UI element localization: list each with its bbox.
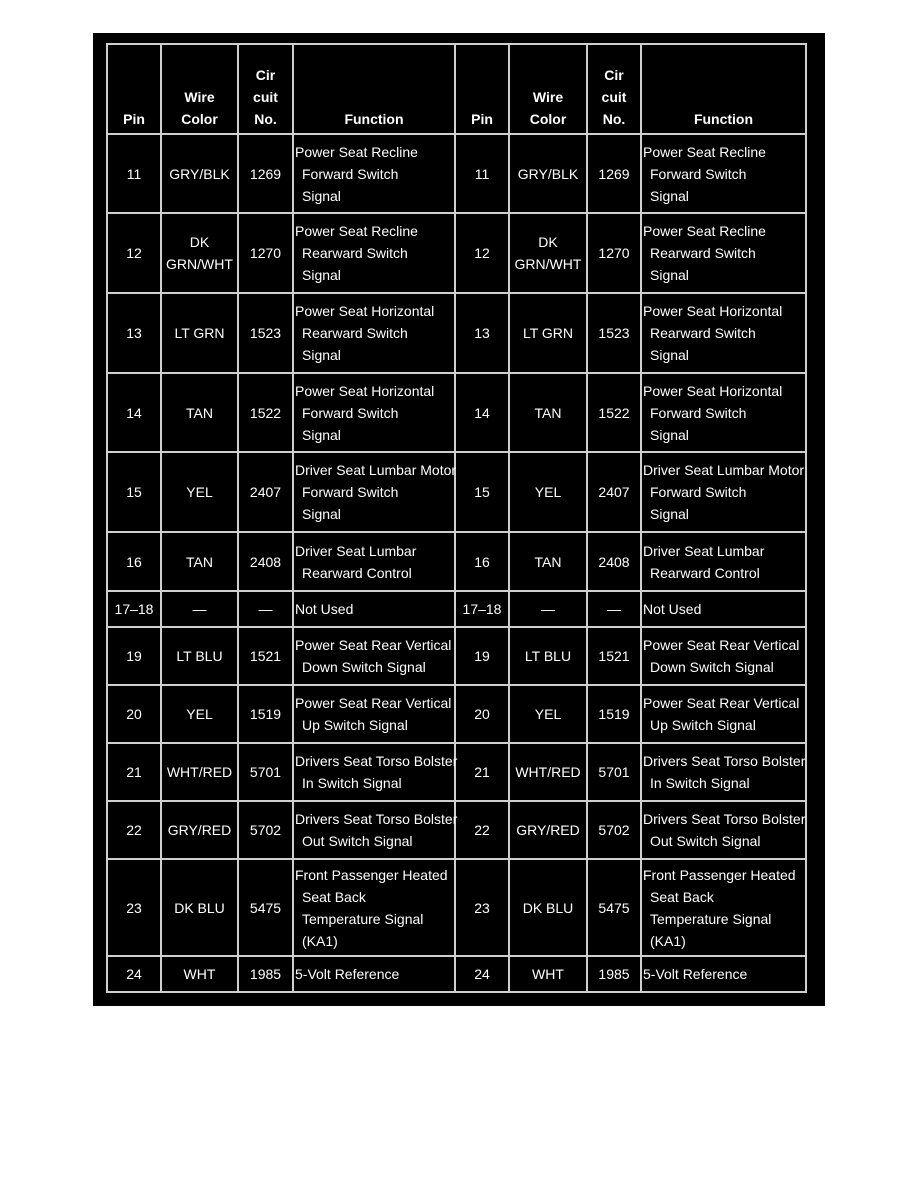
function-text: Rearward Switch	[650, 325, 756, 341]
wire-color-cell	[509, 801, 587, 859]
header-row	[107, 44, 806, 134]
pin-cell	[455, 213, 509, 293]
wire-color-cell	[161, 743, 238, 801]
wire-color-text: WHT	[532, 966, 564, 982]
wire-color-cell	[161, 213, 238, 293]
circuit-number: 5702	[598, 822, 630, 838]
function-text: Drivers Seat Torso Bolster	[643, 811, 806, 827]
pin-cell	[455, 591, 509, 627]
circuit-cell	[587, 591, 641, 627]
function-text: Power Seat Rear Vertical	[295, 695, 452, 711]
circuit-number: 1269	[598, 165, 630, 182]
wire-color-text: /WHT	[197, 256, 233, 272]
wire-color-cell	[161, 591, 238, 627]
header-pin: Pin	[455, 44, 509, 134]
header-wire-color: Wire Color	[509, 44, 587, 134]
pin-cell	[455, 627, 509, 685]
table-row	[107, 956, 806, 992]
wire-color-cell	[161, 956, 238, 992]
wire-color-text: WHT/RED	[166, 764, 233, 780]
circuit-cell	[587, 685, 641, 743]
wire-color-cell	[509, 956, 587, 992]
table-row	[107, 293, 806, 373]
function-text: Not Used	[295, 601, 354, 617]
function-text: Driver Seat Lumbar	[295, 542, 417, 559]
circuit-number: 1519	[598, 706, 630, 722]
wire-color-cell	[509, 293, 587, 373]
circuit-number: 1521	[598, 648, 630, 664]
function-text: Signal	[302, 267, 341, 283]
table-row	[107, 627, 806, 685]
table-body	[107, 134, 806, 992]
table-row	[107, 743, 806, 801]
function-text: Forward Switch	[650, 165, 747, 182]
circuit-number: —	[607, 601, 621, 617]
wire-color-text: TAN	[186, 553, 213, 570]
wire-color-cell	[509, 373, 587, 452]
circuit-cell	[238, 532, 293, 591]
function-text: Power Seat Rear Vertical	[643, 695, 800, 711]
function-cell	[293, 859, 455, 956]
circuit-number: 1269	[249, 165, 282, 182]
wire-color-text: LT BLU	[524, 648, 572, 664]
circuit-number: 5475	[249, 899, 282, 916]
circuit-number: 1270	[249, 245, 282, 261]
function-text: Power Seat Recline	[643, 143, 766, 160]
function-cell	[293, 452, 455, 532]
function-text: Down Switch Signal	[650, 659, 774, 675]
pin-cell	[455, 956, 509, 992]
wire-color-text: LT GRN	[174, 325, 225, 341]
function-cell	[641, 956, 806, 992]
pin-cell	[107, 373, 161, 452]
circuit-number: 1523	[598, 325, 630, 341]
pin-number: 24	[126, 966, 142, 982]
circuit-cell	[587, 213, 641, 293]
wire-color-text: DK BLU	[174, 899, 225, 916]
pin-cell	[107, 627, 161, 685]
function-text: Driver Seat Lumbar Motor	[643, 462, 805, 478]
wire-color-cell	[161, 452, 238, 532]
function-text: (KA1)	[650, 932, 686, 949]
wire-color-cell	[161, 801, 238, 859]
pin-number: 14	[474, 404, 490, 421]
function-text: Signal	[650, 267, 689, 283]
function-text: Forward Switch	[302, 484, 399, 500]
circuit-cell	[587, 373, 641, 452]
circuit-cell	[587, 134, 641, 213]
function-text: Signal	[302, 347, 341, 363]
function-cell	[641, 213, 806, 293]
wire-color-text: GRY/RED	[167, 822, 232, 838]
wire-color-cell	[161, 373, 238, 452]
wire-color-cell	[161, 685, 238, 743]
pin-number: 12	[474, 245, 490, 261]
wire-color-cell	[161, 134, 238, 213]
wire-color-text: —	[192, 601, 207, 617]
wire-color-cell	[161, 532, 238, 591]
connector-pinout-table	[106, 43, 807, 993]
circuit-number: 1985	[249, 966, 282, 982]
circuit-number: 1523	[249, 325, 282, 341]
circuit-number: 2408	[598, 553, 630, 570]
circuit-cell	[238, 956, 293, 992]
wire-color-text: DK GRN	[514, 234, 558, 272]
circuit-number: 1522	[598, 404, 630, 421]
function-text: Power Seat Horizontal	[643, 382, 783, 399]
pin-cell	[455, 452, 509, 532]
function-cell	[641, 452, 806, 532]
function-text: Rearward Switch	[650, 245, 756, 261]
pin-cell	[455, 685, 509, 743]
function-text: Temperature Signal	[650, 910, 772, 927]
function-text: Drivers Seat Torso Bolster	[295, 811, 458, 827]
wire-color-cell	[161, 627, 238, 685]
wire-color-cell	[509, 591, 587, 627]
function-text: Out Switch Signal	[302, 833, 413, 849]
function-text: In Switch Signal	[302, 775, 402, 791]
function-text: Drivers Seat Torso Bolster	[295, 753, 458, 769]
function-text: Forward Switch	[650, 404, 747, 421]
circuit-cell	[587, 627, 641, 685]
header-circuit-number: Cir cuit No.	[238, 44, 293, 134]
table-row	[107, 213, 806, 293]
pin-number: 21	[126, 764, 142, 780]
wire-color-text: YEL	[534, 484, 562, 500]
function-text: (KA1)	[302, 932, 338, 949]
table-row	[107, 134, 806, 213]
pin-cell	[107, 685, 161, 743]
wire-color-text: YEL	[186, 484, 213, 500]
pin-cell	[455, 532, 509, 591]
circuit-number: 1522	[249, 404, 282, 421]
pin-number: 24	[474, 966, 490, 982]
function-text: Down Switch Signal	[302, 659, 426, 675]
wire-color-text: GRY/BLK	[517, 165, 579, 182]
wire-color-text: DK BLU	[522, 899, 574, 916]
function-cell	[293, 213, 455, 293]
function-text: Signal	[650, 187, 689, 204]
wire-color-text: YEL	[534, 706, 562, 722]
pin-number: 20	[474, 706, 490, 722]
function-text: Forward Switch	[302, 404, 399, 421]
function-text: Signal	[302, 506, 341, 522]
function-text: Temperature Signal	[302, 910, 424, 927]
pin-number: 12	[126, 245, 142, 261]
table-row	[107, 801, 806, 859]
function-cell	[641, 801, 806, 859]
pin-number: 11	[126, 165, 142, 182]
pin-number: 11	[474, 165, 490, 182]
pin-cell	[107, 532, 161, 591]
circuit-number: 2408	[249, 553, 282, 570]
wire-color-cell	[509, 685, 587, 743]
pin-cell	[107, 452, 161, 532]
function-text: Not Used	[643, 601, 702, 617]
function-cell	[293, 591, 455, 627]
function-cell	[641, 859, 806, 956]
circuit-cell	[238, 373, 293, 452]
function-text: Drivers Seat Torso Bolster	[643, 753, 806, 769]
wire-color-cell	[509, 532, 587, 591]
function-text: Seat Back	[302, 888, 366, 905]
wire-color-text: LT BLU	[176, 648, 223, 664]
circuit-cell	[238, 801, 293, 859]
pin-cell	[107, 859, 161, 956]
circuit-cell	[238, 591, 293, 627]
wire-color-cell	[509, 134, 587, 213]
wire-color-text: WHT	[183, 966, 216, 982]
circuit-number: 1519	[249, 706, 282, 722]
function-text: Power Seat Recline	[295, 143, 418, 160]
table-row	[107, 685, 806, 743]
pin-cell	[107, 213, 161, 293]
wire-color-text: DK GRN	[166, 234, 210, 272]
circuit-cell	[238, 685, 293, 743]
function-text: 5-Volt Reference	[295, 966, 400, 982]
circuit-number: 2407	[598, 484, 630, 500]
circuit-cell	[587, 532, 641, 591]
function-text: In Switch Signal	[650, 775, 750, 791]
wire-color-text: WHT/RED	[515, 764, 581, 780]
circuit-number: 5701	[249, 764, 282, 780]
header-pin: Pin	[107, 44, 161, 134]
function-cell	[293, 134, 455, 213]
wire-color-text: TAN	[534, 404, 562, 421]
pin-number: 15	[126, 484, 142, 500]
function-text: Signal	[650, 347, 689, 363]
function-cell	[293, 627, 455, 685]
header-wire-color: Wire Color	[161, 44, 238, 134]
pin-number: 23	[474, 899, 490, 916]
function-text: Rearward Switch	[302, 245, 408, 261]
pin-number: 23	[126, 899, 142, 916]
pin-number: 17–18	[114, 601, 154, 617]
pin-cell	[455, 743, 509, 801]
function-cell	[641, 293, 806, 373]
function-text: Power Seat Rear Vertical	[295, 637, 452, 653]
circuit-number: 5701	[598, 764, 630, 780]
pin-cell	[455, 801, 509, 859]
wire-color-cell	[509, 743, 587, 801]
circuit-number: 2407	[249, 484, 282, 500]
wire-color-text: /WHT	[545, 256, 582, 272]
function-cell	[293, 743, 458, 801]
header-function: Function	[641, 44, 806, 134]
function-cell	[641, 743, 806, 801]
function-text: Signal	[650, 426, 689, 443]
circuit-number: 1985	[598, 966, 630, 982]
function-text: Seat Back	[650, 888, 714, 905]
function-text: Driver Seat Lumbar Motor	[295, 462, 457, 478]
circuit-cell	[587, 452, 641, 532]
circuit-number: 5475	[598, 899, 630, 916]
pin-cell	[107, 293, 161, 373]
pin-cell	[107, 956, 161, 992]
pin-number: 14	[126, 404, 142, 421]
wire-color-cell	[161, 859, 238, 956]
function-text: Rearward Control	[302, 564, 412, 581]
function-text: Rearward Control	[650, 564, 760, 581]
function-text: Power Seat Rear Vertical	[643, 637, 800, 653]
function-cell	[293, 801, 458, 859]
wire-color-text: GRY/RED	[516, 822, 580, 838]
function-text: 5-Volt Reference	[643, 966, 748, 982]
function-text: Power Seat Horizontal	[643, 303, 783, 319]
header-circuit-number: Cir cuit No.	[587, 44, 641, 134]
function-text: Out Switch Signal	[650, 833, 761, 849]
wire-color-text: YEL	[186, 706, 213, 722]
circuit-cell	[238, 134, 293, 213]
function-cell	[641, 627, 806, 685]
wire-color-cell	[509, 627, 587, 685]
function-text: Rearward Switch	[302, 325, 408, 341]
circuit-cell	[587, 956, 641, 992]
pin-number: 22	[474, 822, 490, 838]
function-cell	[293, 532, 455, 591]
circuit-cell	[238, 743, 293, 801]
function-text: Front Passenger Heated	[643, 866, 796, 883]
circuit-cell	[238, 452, 293, 532]
function-cell	[293, 956, 455, 992]
pin-number: 20	[126, 706, 142, 722]
wire-color-cell	[509, 859, 587, 956]
circuit-cell	[587, 293, 641, 373]
pin-cell	[107, 134, 161, 213]
circuit-cell	[238, 627, 293, 685]
function-text: Front Passenger Heated	[295, 866, 448, 883]
pin-number: 13	[474, 325, 490, 341]
circuit-number: 1270	[598, 245, 630, 261]
table-row	[107, 452, 806, 532]
function-text: Up Switch Signal	[650, 717, 756, 733]
function-text: Up Switch Signal	[302, 717, 408, 733]
function-cell	[293, 373, 455, 452]
function-text: Power Seat Recline	[295, 223, 418, 239]
pin-cell	[107, 591, 161, 627]
circuit-cell	[587, 801, 641, 859]
function-cell	[641, 591, 806, 627]
table-row	[107, 373, 806, 452]
circuit-number: —	[258, 601, 273, 617]
pin-number: 22	[126, 822, 142, 838]
function-cell	[641, 134, 806, 213]
function-cell	[293, 685, 455, 743]
circuit-cell	[238, 293, 293, 373]
circuit-cell	[238, 859, 293, 956]
pin-cell	[455, 373, 509, 452]
wire-color-text: TAN	[186, 404, 213, 421]
pin-number: 16	[126, 553, 142, 570]
function-text: Forward Switch	[302, 165, 399, 182]
function-text: Power Seat Horizontal	[295, 303, 435, 319]
table-row	[107, 591, 806, 627]
wire-color-cell	[509, 452, 587, 532]
circuit-cell	[587, 859, 641, 956]
function-text: Signal	[302, 187, 341, 204]
circuit-cell	[587, 743, 641, 801]
wire-color-cell	[161, 293, 238, 373]
circuit-number: 1521	[249, 648, 282, 664]
pin-number: 19	[474, 648, 490, 664]
pin-number: 19	[126, 648, 142, 664]
function-cell	[641, 373, 806, 452]
function-cell	[641, 685, 806, 743]
wire-color-text: GRY/BLK	[169, 165, 230, 182]
circuit-number: 5702	[249, 822, 282, 838]
function-text: Signal	[302, 426, 341, 443]
function-text: Driver Seat Lumbar	[643, 542, 765, 559]
header-function: Function	[293, 44, 455, 134]
pin-cell	[107, 801, 161, 859]
pin-cell	[107, 743, 161, 801]
circuit-cell	[238, 213, 293, 293]
function-text: Power Seat Recline	[643, 223, 766, 239]
function-cell	[293, 293, 455, 373]
pin-cell	[455, 134, 509, 213]
wire-color-cell	[509, 213, 587, 293]
pin-number: 21	[474, 764, 490, 780]
pin-cell	[455, 859, 509, 956]
function-text: Forward Switch	[650, 484, 747, 500]
pin-number: 15	[474, 484, 490, 500]
pin-number: 13	[126, 325, 142, 341]
pin-number: 16	[474, 553, 490, 570]
function-text: Power Seat Horizontal	[295, 382, 435, 399]
table-row	[107, 532, 806, 591]
table-row	[107, 859, 806, 956]
wire-color-text: LT GRN	[522, 325, 574, 341]
pin-number: 17–18	[462, 601, 502, 617]
function-text: Signal	[650, 506, 689, 522]
wire-color-text: TAN	[534, 553, 562, 570]
pin-cell	[455, 293, 509, 373]
function-cell	[641, 532, 806, 591]
wire-color-text: —	[541, 601, 555, 617]
